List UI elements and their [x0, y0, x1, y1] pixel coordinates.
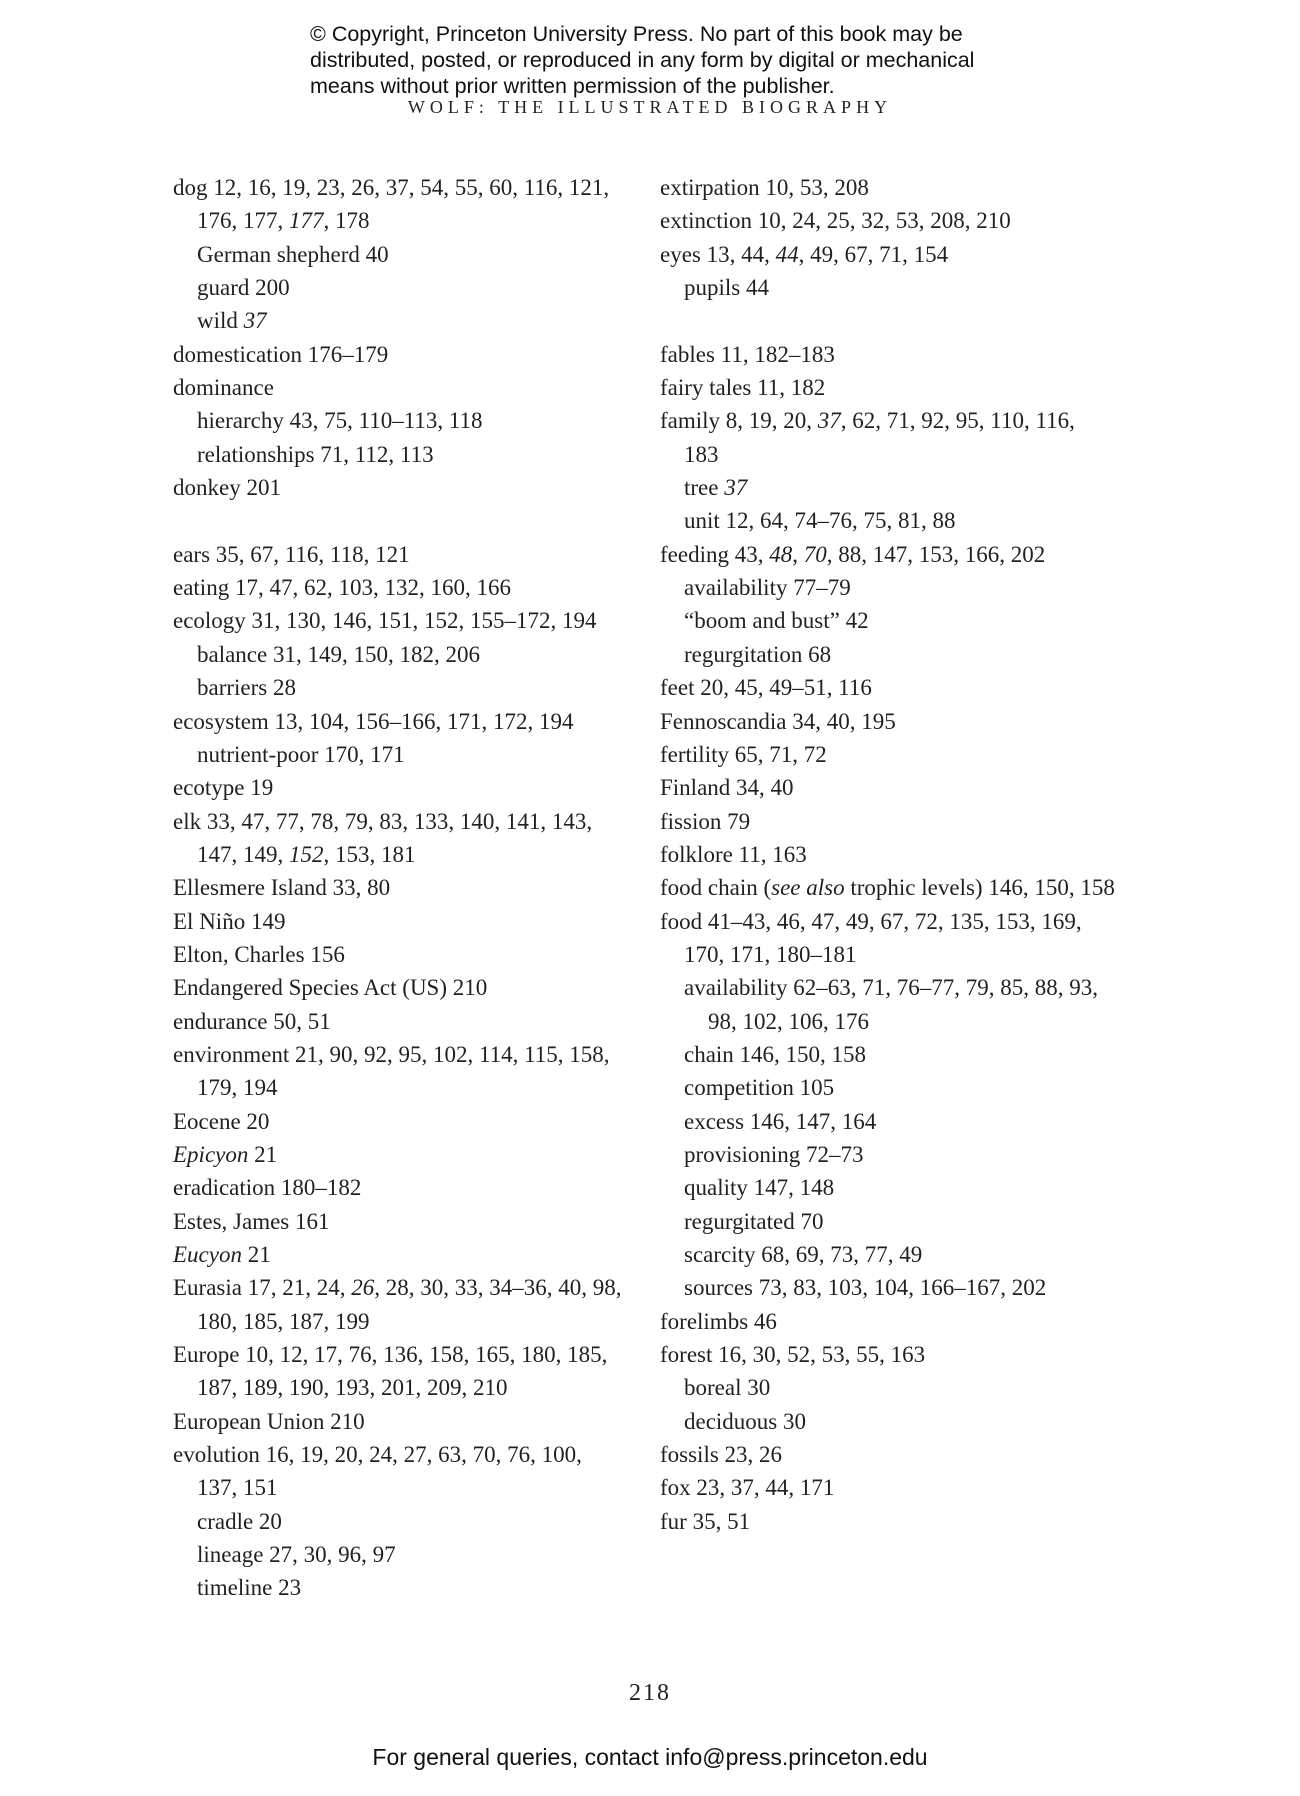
index-subentry: provisioning 72–73: [684, 1141, 864, 1167]
copyright-line: means without prior written permission of the publisher.: [310, 74, 835, 98]
index-group-gap: [660, 304, 1140, 337]
index-entry: Eurasia 17, 21, 24, 26, 28, 30, 33, 34–36, 40, 98,: [173, 1275, 622, 1301]
index-entry: eradication 180–182: [173, 1175, 362, 1201]
index-entry: ecosystem 13, 104, 156–166, 171, 172, 194: [173, 708, 574, 734]
index-entry: extinction 10, 24, 25, 32, 53, 208, 210: [660, 208, 1011, 234]
index-entry: Endangered Species Act (US) 210: [173, 975, 488, 1001]
index-entry: ecology 31, 130, 146, 151, 152, 155–172, 194: [173, 608, 597, 634]
index-entry: Epicyon 21: [173, 1141, 278, 1167]
index-subentry: competition 105: [684, 1075, 835, 1101]
index-entry: Elton, Charles 156: [173, 941, 345, 967]
index-entry: fairy tales 11, 182: [660, 375, 826, 401]
index-entry: fur 35, 51: [660, 1508, 751, 1534]
index-entry: ears 35, 67, 116, 118, 121: [173, 541, 410, 567]
index-subentry: guard 200: [197, 275, 290, 301]
index-subentry: nutrient-poor 170, 171: [197, 741, 405, 767]
index-subentry: wild 37: [197, 308, 267, 334]
index-subentry: 179, 194: [197, 1075, 278, 1101]
index-entry: Finland 34, 40: [660, 775, 794, 801]
index-entry: food 41–43, 46, 47, 49, 67, 72, 135, 153, 169,: [660, 908, 1082, 934]
copyright-line: distributed, posted, or reproduced in any form by digital or mechanical: [310, 48, 975, 72]
index-entry: fables 11, 182–183: [660, 341, 835, 367]
index-subentry: 176, 177, 177, 178: [197, 208, 370, 234]
index-subentry: German shepherd 40: [197, 241, 389, 267]
index-entry: ecotype 19: [173, 775, 274, 801]
index-subentry: 137, 151: [197, 1475, 278, 1501]
index-entry: feeding 43, 48, 70, 88, 147, 153, 166, 202: [660, 541, 1046, 567]
index-entry: elk 33, 47, 77, 78, 79, 83, 133, 140, 141, 143,: [173, 808, 593, 834]
copyright-line: © Copyright, Princeton University Press. No part of this book may be: [310, 22, 963, 46]
index-entry: endurance 50, 51: [173, 1008, 331, 1034]
index-entry: Estes, James 161: [173, 1208, 330, 1234]
index-subentry: barriers 28: [197, 675, 296, 701]
index-entry: dominance: [173, 375, 274, 401]
index-entry: environment 21, 90, 92, 95, 102, 114, 115, 158,: [173, 1041, 610, 1067]
index-column-left: [173, 171, 643, 1605]
index-entry: fossils 23, 26: [660, 1442, 783, 1468]
index-entry: fission 79: [660, 808, 751, 834]
index-entry: Europe 10, 12, 17, 76, 136, 158, 165, 180, 185,: [173, 1342, 608, 1368]
index-subentry: cradle 20: [197, 1508, 282, 1534]
index-entry: fox 23, 37, 44, 171: [660, 1475, 835, 1501]
index-subentry: 98, 102, 106, 176: [708, 1008, 869, 1034]
index-subentry: pupils 44: [684, 275, 769, 301]
index-subentry: deciduous 30: [684, 1408, 807, 1434]
index-entry: El Niño 149: [173, 908, 286, 934]
index-entry: domestication 176–179: [173, 341, 389, 367]
index-subentry: relationships 71, 112, 113: [197, 441, 434, 467]
copyright-notice: [310, 21, 1030, 99]
index-subentry: availability 62–63, 71, 76–77, 79, 85, 88, 93,: [684, 975, 1098, 1001]
index-subentry: 170, 171, 180–181: [684, 941, 857, 967]
index-subentry: balance 31, 149, 150, 182, 206: [197, 641, 480, 667]
index-entry: feet 20, 45, 49–51, 116: [660, 675, 872, 701]
index-subentry: 187, 189, 190, 193, 201, 209, 210: [197, 1375, 508, 1401]
index-subentry: scarcity 68, 69, 73, 77, 49: [684, 1242, 923, 1267]
index-entry: extirpation 10, 53, 208: [660, 175, 869, 200]
index-subentry: 180, 185, 187, 199: [197, 1308, 370, 1334]
index-subentry: excess 146, 147, 164: [684, 1108, 877, 1134]
index-subentry: hierarchy 43, 75, 110–113, 118: [197, 408, 483, 434]
index-entry: forelimbs 46: [660, 1308, 777, 1334]
index-group-gap: [173, 504, 643, 537]
index-entry: Fennoscandia 34, 40, 195: [660, 708, 896, 734]
index-entry: Eocene 20: [173, 1108, 270, 1134]
index-subentry: 183: [684, 441, 719, 467]
index-entry: donkey 201: [173, 475, 281, 501]
running-head: WOLF: THE ILLUSTRATED BIOGRAPHY: [407, 97, 893, 117]
index-subentry: quality 147, 148: [684, 1175, 835, 1201]
index-subentry: regurgitation 68: [684, 641, 832, 667]
index-subentry: timeline 23: [197, 1575, 302, 1601]
index-entry: evolution 16, 19, 20, 24, 27, 63, 70, 76, 100,: [173, 1442, 582, 1468]
index-entry: Ellesmere Island 33, 80: [173, 875, 391, 901]
index-entry: food chain (see also trophic levels) 146, 150, 158: [660, 875, 1115, 901]
index-subentry: lineage 27, 30, 96, 97: [197, 1542, 396, 1568]
index-entry: family 8, 19, 20, 37, 62, 71, 92, 95, 110, 116,: [660, 408, 1075, 434]
index-subentry: chain 146, 150, 158: [684, 1041, 867, 1067]
index-subentry: 147, 149, 152, 153, 181: [197, 841, 416, 867]
index-subentry: sources 73, 83, 103, 104, 166–167, 202: [684, 1275, 1047, 1301]
index-entry: Eucyon 21: [173, 1242, 271, 1267]
index-subentry: “boom and bust” 42: [684, 608, 869, 634]
index-entry: folklore 11, 163: [660, 841, 807, 867]
index-subentry: tree 37: [684, 475, 748, 501]
index-entry: eating 17, 47, 62, 103, 132, 160, 166: [173, 575, 511, 601]
page-number: 218: [629, 1680, 671, 1706]
index-entry: fertility 65, 71, 72: [660, 741, 827, 767]
index-entry: dog 12, 16, 19, 23, 26, 37, 54, 55, 60, 116, 121,: [173, 175, 610, 200]
index-subentry: availability 77–79: [684, 575, 851, 601]
index-entry: European Union 210: [173, 1408, 365, 1434]
footer-contact: For general queries, contact info@press.princeton.edu: [372, 1744, 928, 1770]
index-subentry: unit 12, 64, 74–76, 75, 81, 88: [684, 508, 956, 534]
index-entry: forest 16, 30, 52, 53, 55, 163: [660, 1342, 926, 1368]
index-column-right: [660, 171, 1140, 1538]
index-subentry: boreal 30: [684, 1375, 771, 1401]
index-entry: eyes 13, 44, 44, 49, 67, 71, 154: [660, 241, 949, 267]
index-subentry: regurgitated 70: [684, 1208, 824, 1234]
